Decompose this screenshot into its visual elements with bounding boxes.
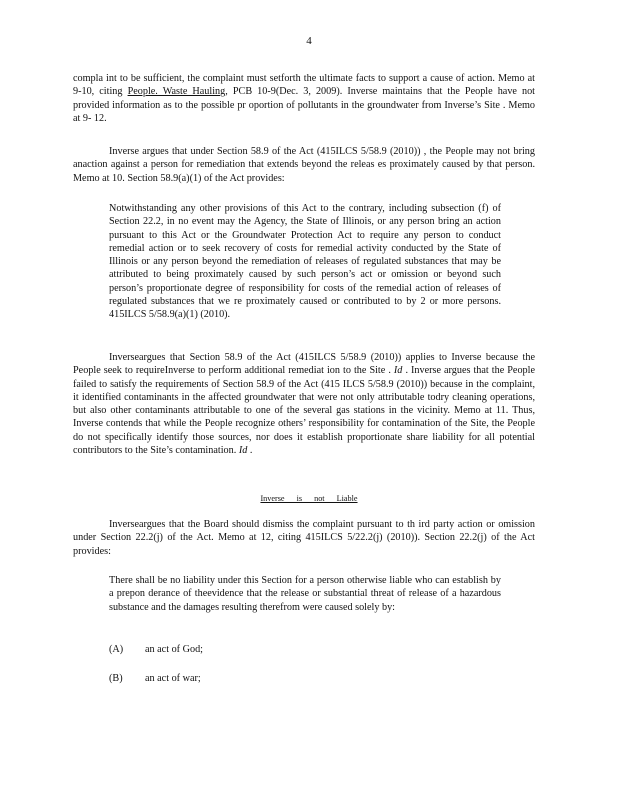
list-item-label: (A)	[109, 644, 124, 655]
list-item	[109, 643, 203, 656]
paragraph-pleading-standard	[73, 72, 535, 125]
paragraph-third-party-defense: Inverseargues that the Board should dismiss the complaint pursuant to th ird party action or omission under Section 22.2(j) of the Act. Memo at 12, citing 415ILCS 5/22.2(j) (2010)). Section 22.2(j) of the Act provides:	[73, 519, 535, 557]
block-quote-section-22-2-j: There shall be no liability under this Section for a person otherwise liable who can establish by a prepon derance of theevidence that the release or substantial threat of release of a hazardous substance and the damages resulting therefrom were caused solely by:	[109, 575, 501, 613]
list-item-text: an act of war;	[145, 673, 201, 684]
paragraph-text: compla int to be sufficient, the complaint must setforth the ultimate facts to support a cause of action. Memo at 9-10, citing	[73, 73, 535, 98]
id-citation: Id	[393, 365, 403, 377]
page-number: 4	[306, 35, 312, 47]
id-citation: Id	[238, 445, 248, 457]
list-item-text: an act of God;	[145, 644, 203, 655]
list-item-label: (B)	[109, 673, 123, 684]
list-item	[109, 672, 201, 685]
paragraph-text: , PCB 10-9(Dec. 3, 2009). Inverse maintains that the People have not provided information as to the possible pr oportion of pollutants in the groundwater from Inverse’s Site . Memo at 9- 12.	[73, 86, 536, 124]
paragraph-section-58-9-argument: Inverse argues that under Section 58.9 of the Act (415ILCS 5/58.9 (2010)) , the People may not bring anaction against a person for remediation that extends beyond the releas es proximately caused by that person. Memo at 10. Section 58.9(a)(1) of the Act provides:	[73, 146, 535, 184]
section-heading-text: Inverse is not Liable	[260, 494, 358, 503]
paragraph-text: .	[247, 445, 253, 457]
paragraph-text: . Inverse argues that the People failed to satisfy the requirements of Section 58.9 of the Act (415 ILCS 5/58.9 (2010)) because in the complaint, it identified contaminants in the affected groundwater that were not only attributable todry cleaning operations, but also other contaminants attributable to one of the several gas stations in the vicinity. Memo at 11. Thus, Inverse contends that while the People recognize others’ responsibility for contamination of the Site, the People do not specifically identify those sources, nor does it establish proportionate share liability for all potential contributors to the Site’s contamination.	[73, 365, 535, 457]
paragraph-text: Inverseargues that Section 58.9 of the Act (415ILCS 5/58.9 (2010)) applies to Inverse because the People seek to requireInverse to perform additional remediat ion to the Site .	[73, 352, 535, 377]
case-citation: People. Waste Hauling	[127, 86, 226, 98]
section-heading	[0, 492, 618, 505]
block-quote-section-58-9: Notwithstanding any other provisions of this Act to the contrary, including subsection (f) of Section 22.2, in no event may the Agency, the State of Illinois, or any person bring an action pursuant to this Act or the Groundwater Protection Act to require any person to conduct remedial action or to seek recovery of costs for remedial activity conducted by the State of Illinois or any person beyond the remediation of releases of regulated substances that may be attributed to being proximately caused by such person’s act or omission or beyond such person’s proportionate degree of responsibility for costs of the remedial action of releases of regulated substances that we re proximately caused or contributed to by 2 or more persons. 415ILCS 5/58.9(a)(1) (2010).	[109, 203, 501, 321]
paragraph-section-58-9-application	[73, 351, 535, 457]
